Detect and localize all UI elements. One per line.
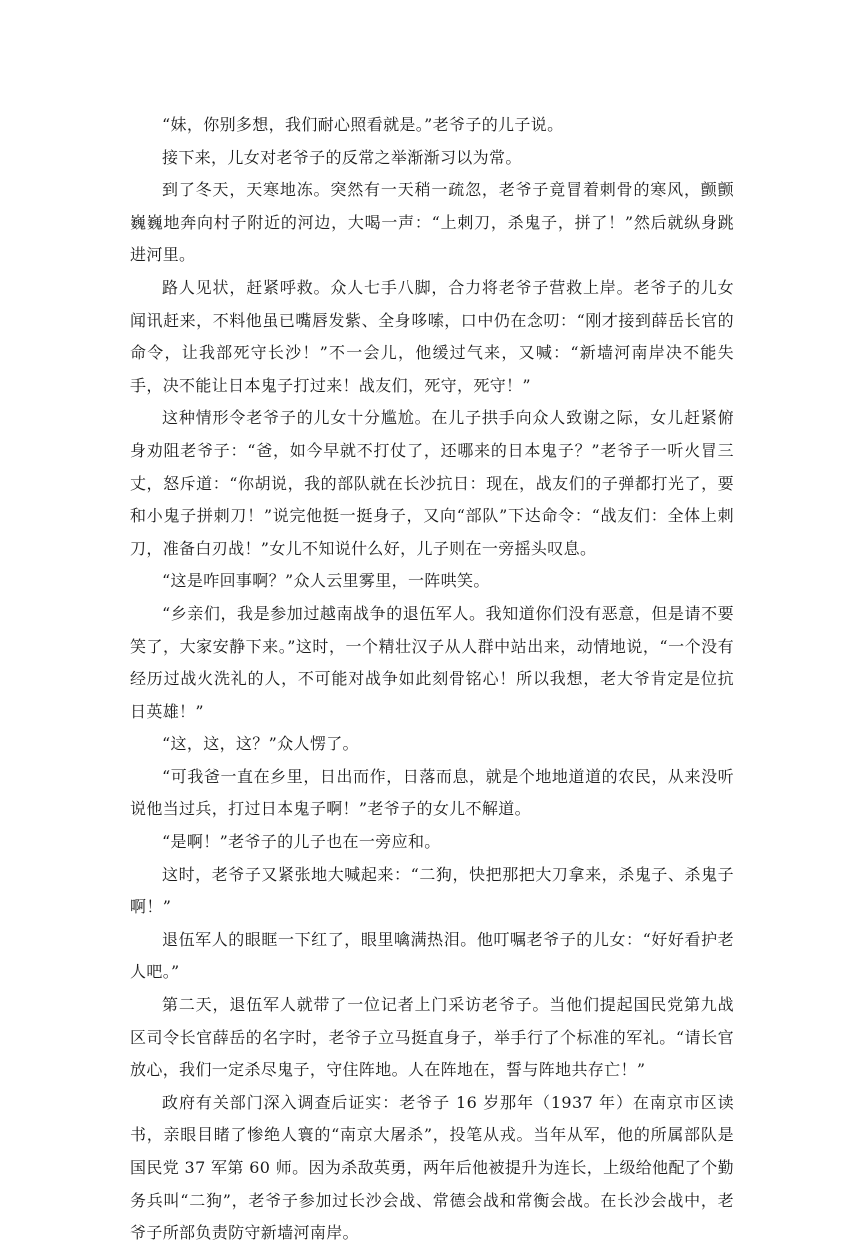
paragraph: “这是咋回事啊？”众人云里雾里，一阵哄笑。 xyxy=(162,571,490,591)
paragraph: “这，这，这？”众人愣了。 xyxy=(162,734,359,754)
paragraph: 路人见状，赶紧呼救。众人七手八脚，合力将老爷子营救上岸。老爷子的儿女闻讯赶来，不料他虽已嘴唇发紫、全身哆嗦，口中仍在念叨：“刚才接到薛岳长官的命令，让我部死守长沙！”不一会儿，他缓过气来，又喊：“新墙河南岸决不能失手，决不能让日本鬼子打过来！战友们，死守，死守！” xyxy=(130,277,734,395)
paragraph: “乡亲们，我是参加过越南战争的退伍军人。我知道你们没有恶意，但是请不要笑了，大家安静下来。”这时，一个精壮汉子从人群中站出来，动情地说，“一个没有经历过战火洗礼的人，不可能对战争如此刻骨铭心！所以我想，老大爷肯定是位抗日英雄！” xyxy=(130,603,734,721)
paragraph: “是啊！”老爷子的儿子也在一旁应和。 xyxy=(162,832,441,852)
paragraph: “可我爸一直在乡里，日出而作，日落而息，就是个地地道道的农民，从来没听说他当过兵，打过日本鬼子啊！”老爷子的女儿不解道。 xyxy=(130,766,734,819)
paragraph: 这种情形令老爷子的儿女十分尴尬。在儿子拱手向众人致谢之际，女儿赶紧俯身劝阻老爷子：“爸，如今早就不打仗了，还哪来的日本鬼子？”老爷子一听火冒三丈，怒斥道：“你胡说，我的部队就在长沙抗日：现在，战友们的子弹都打光了，要和小鬼子拼刺刀！”说完他挺一挺身子，又向“部队”下达命令：“战友们：全体上刺刀，准备白刃战！”女儿不知说什么好，儿子则在一旁摇头叹息。 xyxy=(130,408,734,558)
paragraph: 这时，老爷子又紧张地大喊起来：“二狗，快把那把大刀拿来，杀鬼子、杀鬼子啊！” xyxy=(130,864,734,917)
paragraph: 到了冬天，天寒地冻。突然有一天稍一疏忽，老爷子竟冒着刺骨的寒风，颤颤巍巍地奔向村子附近的河边，大喝一声：“上刺刀，杀鬼子，拼了！”然后就纵身跳进河里。 xyxy=(130,180,734,265)
paragraph: 退伍军人的眼眶一下红了，眼里噙满热泪。他叮嘱老爷子的儿女：“好好看护老人吧。” xyxy=(130,929,734,982)
paragraph: “妹，你别多想，我们耐心照看就是。”老爷子的儿子说。 xyxy=(162,115,564,134)
story-text xyxy=(130,109,734,1250)
paragraph: 政府有关部门深入调查后证实：老爷子 16 岁那年（1937 年）在南京市区读书，亲眼目睹了惨绝人寰的“南京大屠杀”，投笔从戎。当年从军，他的所属部队是国民党 37 军第 60 师。因为杀敌英勇，两年后他被提升为连长，上级给他配了个勤务兵叫“二狗”，老爷子参加过长沙会战、常德会战和常衡会战。在长沙会战中，老爷子所部负责防守新墙河南岸。 xyxy=(130,1092,734,1243)
paragraph: 第二天，退伍军人就带了一位记者上门采访老爷子。当他们提起国民党第九战区司令长官薛岳的名字时，老爷子立马挺直身子，举手行了个标准的军礼。“请长官放心，我们一定杀尽鬼子，守住阵地。人在阵地在，誓与阵地共存亡！” xyxy=(130,995,734,1080)
paragraph: 接下来，儿女对老爷子的反常之举渐渐习以为常。 xyxy=(162,147,522,167)
